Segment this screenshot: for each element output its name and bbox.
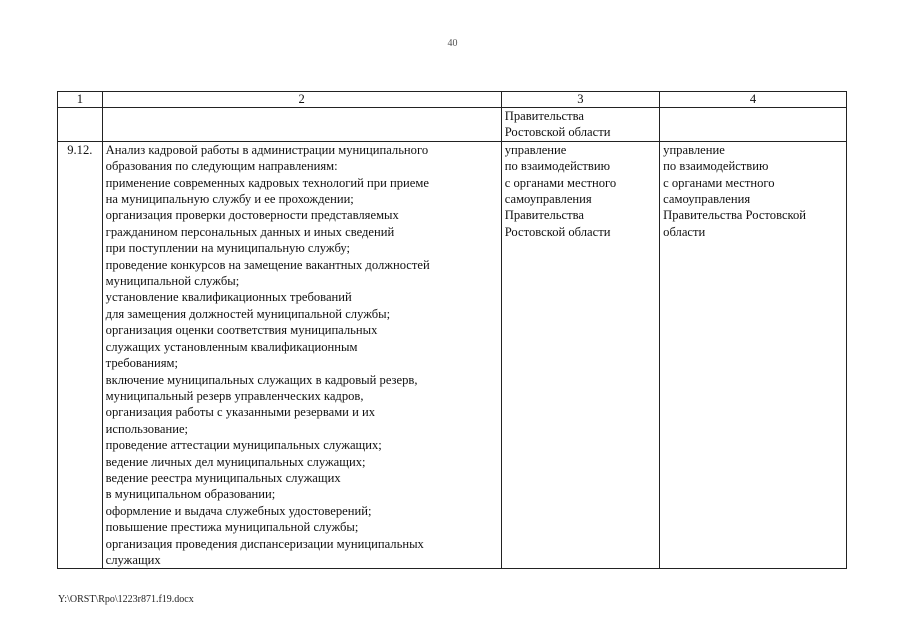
text-line: организация проведения диспансеризации муниципальных: [105, 536, 424, 551]
table-row-9-12: [58, 141, 847, 569]
continuation-cell-1: [58, 108, 103, 142]
text-line: Правительства: [504, 208, 584, 223]
row-number: 9.12.: [67, 142, 93, 157]
text-line: Анализ кадровой работы в администрации муниципального: [105, 142, 429, 157]
text-line: ведение личных дел муниципальных служащих;: [105, 454, 366, 469]
text-line: с органами местного: [504, 175, 617, 190]
responsible-executor-cell: [501, 141, 659, 569]
text-line: Ростовской области: [504, 224, 611, 239]
text-line: требованиям;: [105, 356, 179, 371]
text-line: с органами местного: [663, 175, 775, 190]
document-table: [57, 91, 847, 569]
text-line: Правительства Ростовской: [663, 208, 807, 223]
header-cell-4: 4: [660, 92, 847, 108]
text-line: по взаимодействию: [504, 159, 610, 174]
table-header-row: [58, 92, 847, 108]
text-line: по взаимодействию: [663, 159, 769, 174]
text-line: повышение престижа муниципальной службы;: [105, 520, 359, 535]
text-line: самоуправления: [663, 192, 751, 207]
text-line: оформление и выдача служебных удостоверений;: [105, 503, 372, 518]
text-line: гражданином персональных данных и иных сведений: [105, 224, 395, 239]
text-line: на муниципальную службу и ее прохождении;: [105, 192, 354, 207]
header-cell-3: 3: [501, 92, 659, 108]
text-line: применение современных кадровых технологий при приеме: [105, 175, 429, 190]
text-line: организация работы с указанными резервами и их: [105, 405, 375, 420]
table-row-continuation: [58, 108, 847, 142]
text-line: служащих установленным квалификационным: [105, 339, 358, 354]
text-line: муниципальной службы;: [105, 274, 240, 289]
text-line: включение муниципальных служащих в кадровый резерв,: [105, 372, 418, 387]
text-line: управление: [504, 142, 567, 157]
text-line: установление квалификационных требований: [105, 290, 352, 305]
page-number: 40: [447, 38, 458, 49]
text-line: Ростовской области: [504, 125, 611, 140]
text-line: для замещения должностей муниципальной службы;: [105, 306, 391, 321]
continuation-cell-3: [501, 108, 659, 142]
continuation-cell-2: [102, 108, 501, 142]
text-line: проведение аттестации муниципальных служащих;: [105, 438, 382, 453]
row-number-cell: [58, 141, 103, 569]
text-line: образования по следующим направлениям:: [105, 159, 338, 174]
text-line: проведение конкурсов на замещение вакантных должностей: [105, 257, 430, 272]
text-line: организация оценки соответствия муниципальных: [105, 323, 378, 338]
continuation-cell-4: [660, 108, 847, 142]
text-line: при поступлении на муниципальную службу;: [105, 241, 351, 256]
text-line: управление: [663, 142, 725, 157]
header-cell-2: 2: [102, 92, 501, 108]
footer-file-path: Y:\ORST\Rpo\1223r871.f19.docx: [58, 594, 194, 605]
text-line: использование;: [105, 421, 189, 436]
measure-description-cell: [102, 141, 501, 569]
text-line: области: [663, 224, 706, 239]
text-line: муниципальный резерв управленческих кадров,: [105, 388, 364, 403]
text-line: ведение реестра муниципальных служащих: [105, 470, 341, 485]
text-line: служащих: [105, 552, 161, 567]
co-executor-cell: [660, 141, 847, 569]
text-line: Правительства: [504, 109, 584, 123]
header-cell-1: 1: [58, 92, 103, 108]
text-line: самоуправления: [504, 192, 592, 207]
text-line: организация проверки достоверности представляемых: [105, 208, 399, 223]
text-line: в муниципальном образовании;: [105, 487, 276, 502]
